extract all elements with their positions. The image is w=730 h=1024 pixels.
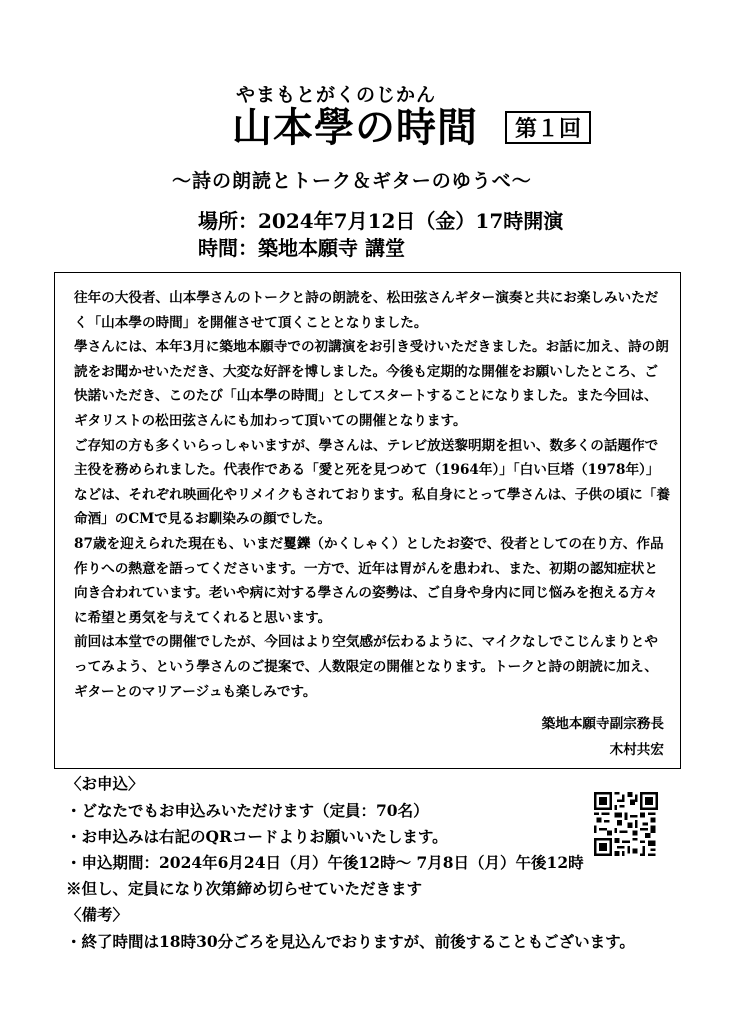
qr-code-icon[interactable] — [594, 792, 658, 856]
venue-line: 場所：2024年7月12日（金）17時開演 — [198, 209, 564, 233]
signature-name: 木村共宏 — [609, 742, 664, 758]
application-note: ※但し、定員になり次第締め切らせていただきます — [66, 879, 423, 898]
letter-paragraph: 往年の大役者、山本學さんのトークと詩の朗読を、松田弦さんギター演奏と共にお楽しみいただく「山本學の時間」を開催させて頂くこととなりました。 — [74, 290, 659, 331]
notes-line: ・終了時間は18時30分ごろを見込んでおりますが、前後することもございます。 — [66, 932, 635, 951]
signature-title: 築地本願寺副宗務長 — [541, 716, 664, 732]
application-line: ・どなたでもお申込みいただけます（定員：70名） — [66, 801, 429, 820]
application-period: ・申込期間：2024年6月24日（月）午後12時〜 7月8日（月）午後12時 — [66, 853, 584, 872]
application-line: ・お申込みは右記のQRコードよりお願いいたします。 — [66, 827, 448, 846]
episode-badge: 第１回 — [505, 111, 591, 144]
page-title: 山本學の時間 — [232, 104, 478, 151]
time-line: 時間：築地本願寺 講堂 — [198, 236, 405, 260]
letter-body — [74, 286, 670, 704]
application-heading: 〈お申込〉 — [66, 774, 144, 793]
title-ruby: やまもとがくのじかん — [236, 84, 437, 106]
letter-paragraph: 前回は本堂での開催でしたが、今回はより空気感が伝わるように、マイクなしでこじんまりとやってみよう、という學さんのご提案で、人数限定の開催となります。トークと詩の朗読に加え、ギターとのマリアージュも楽しみです。 — [74, 634, 658, 700]
letter-paragraph: ご存知の方も多くいらっしゃいますが、學さんは、テレビ放送黎明期を担い、数多くの話題作で主役を務められました。代表作である「愛と死を見つめて（1964年）」「白い巨塔（1978年）」などは、それぞれ映画化やリメイクもされております。私自身にとって學さんは、子供の頃に「養命酒」のCMで見るお馴染みの顔でした。 — [74, 437, 670, 528]
letter-paragraph: 學さんには、本年3月に築地本願寺での初講演をお引き受けいただきました。お話に加え、詩の朗読をお聞かせいただき、大変な好評を博しました。今後も定期的な開催をお願いしたところ、ご快諾いただき、このたび「山本學の時間」としてスタートすることになりました。また今回は、ギタリストの松田弦さんにも加わって頂いての開催となります。 — [74, 339, 669, 429]
letter-paragraph: 87歳を迎えられた現在も、いまだ矍鑠（かくしゃく）としたお姿で、役者としての在り方、作品作りへの熱意を語ってくださいます。一方で、近年は胃がんを患われ、また、初期の認知症状と向き合われています。老いや病に対する學さんの姿勢は、ご自身や身内に同じ悩みを抱える方々に希望と勇気を与えてくれると思います。 — [74, 535, 664, 626]
subtitle: 〜詩の朗読とトーク＆ギターのゆうべ〜 — [172, 170, 532, 192]
notes-heading: 〈備考〉 — [66, 905, 129, 924]
